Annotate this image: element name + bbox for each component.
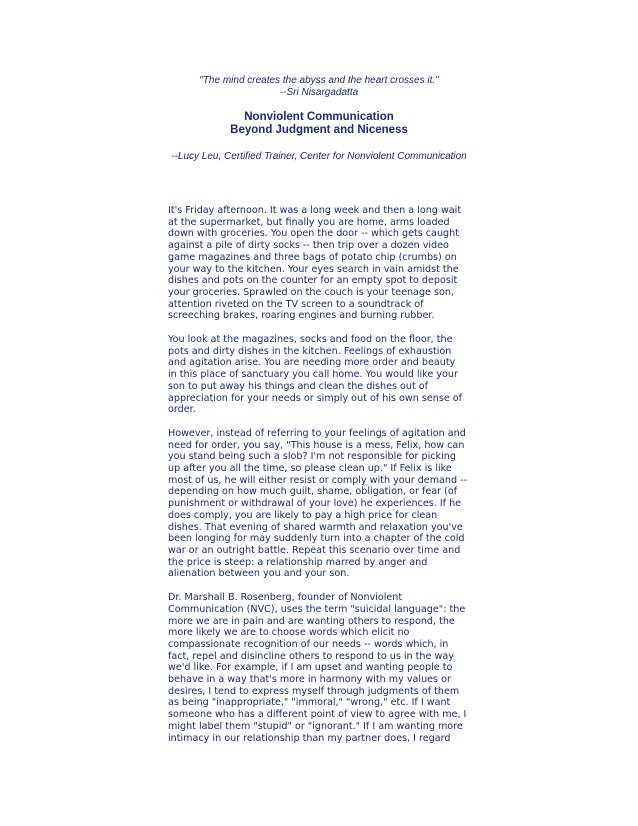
text-line: been longing for may suddenly turn into a chapter of the cold [168,533,465,545]
text-line: compassionate recognition of our needs -- words which, in [168,638,449,650]
text-line: intimacy in our relationship than my partner does, I regard [168,732,451,744]
text-line: However, instead of referring to your feelings of agitation and [168,427,466,439]
text-line: as being "inappropriate," "immoral," "wrong," etc. If I want [168,697,451,709]
text-line: does comply, you are likely to pay a high price for clean [168,509,438,521]
text-line: attention riveted on the TV screen to a soundtrack of [168,298,424,310]
text-line: up after you all the time, so please clean up." If Felix is like [168,463,452,475]
paragraph-2 [168,334,478,416]
title-main: Nonviolent Communication [244,111,394,123]
text-line: in this place of sanctuary you call home. You would like your [168,369,458,381]
text-line: Communication (NVC), uses the term "suicidal language": the [168,603,466,615]
author-attribution: --Lucy Leu, Certified Trainer, Center for Nonviolent Communication [171,151,467,162]
text-line: might label them "stupid" or "ignorant." If I am wanting more [168,720,463,732]
text-line: most of us, he will either resist or comply with your demand -- [168,474,468,486]
text-line: appreciation for your needs or simply out of his own sense of [168,392,463,404]
paragraph-4 [168,592,478,744]
text-line: son to put away his things and clean the dishes out of [168,380,429,392]
text-line: dishes and pots on the counter for an empty spot to deposit [168,275,458,287]
text-line: fact, repel and disincline others to respond to us in the way [168,650,454,662]
text-line: screeching brakes, roaring engines and burning rubber. [168,310,435,322]
text-line: more we are in pain and are wanting others to respond, the [168,615,455,627]
text-line: Dr. Marshall B. Rosenberg, founder of Nonviolent [168,592,403,604]
text-line: alienation between you and your son. [168,568,350,580]
text-line: your way to the kitchen. Your eyes search in vain amidst the [168,263,459,275]
text-line: the price is steep: a relationship marred by anger and [168,556,428,568]
document-title [0,111,638,137]
text-line: you stand being such a slob? I'm not responsible for picking [168,451,456,463]
title-subtitle: Beyond Judgment and Niceness [230,124,408,136]
text-line: more likely we are to choose words which elicit no [168,627,410,639]
text-line: order. [168,404,196,416]
text-line: You look at the magazines, socks and food on the floor, the [168,334,453,346]
text-line: we'd like. For example, if I am upset and wanting people to [168,662,453,674]
text-line: against a pile of dirty socks -- then trip over a dozen video [168,240,449,252]
text-line: down with groceries. You open the door -- which gets caught [168,228,459,240]
text-line: It's Friday afternoon. It was a long week and then a long wait [168,205,462,216]
paragraph-3 [168,428,478,580]
text-line: game magazines and three bags of potato chip (crumbs) on [168,251,457,263]
quote-text: "The mind creates the abyss and the heart crosses it." [199,75,439,86]
text-line: someone who has a different point of view to agree with me, I [168,709,467,721]
text-line: at the supermarket, but finally you are home, arms loaded [168,216,450,228]
text-line: war or an outright battle. Repeat this scenario over time and [168,544,461,556]
text-line: your groceries. Sprawled on the couch is your teenage son, [168,286,454,298]
text-line: behave in a way that's more in harmony with my values or [168,674,451,686]
text-line: dishes. That evening of shared warmth and relaxation you've [168,521,463,533]
paragraph-1 [168,205,478,322]
text-line: desires, I tend to express myself through judgments of them [168,685,460,697]
epigraph-quote [0,75,638,99]
text-line: depending on how much guilt, shame, obligation, or fear (of [168,486,458,498]
text-line: and agitation arise. You are needing more order and beauty [168,357,456,369]
text-line: need for order, you say, "This house is a mess, Felix, how can [168,439,465,451]
text-line: punishment or withdrawal of your love) he experiences. If he [168,498,462,510]
quote-author: --Sri Nisargadatta [279,87,359,98]
text-line: pots and dirty dishes in the kitchen. Feelings of exhaustion [168,345,452,357]
article-body [168,205,478,756]
